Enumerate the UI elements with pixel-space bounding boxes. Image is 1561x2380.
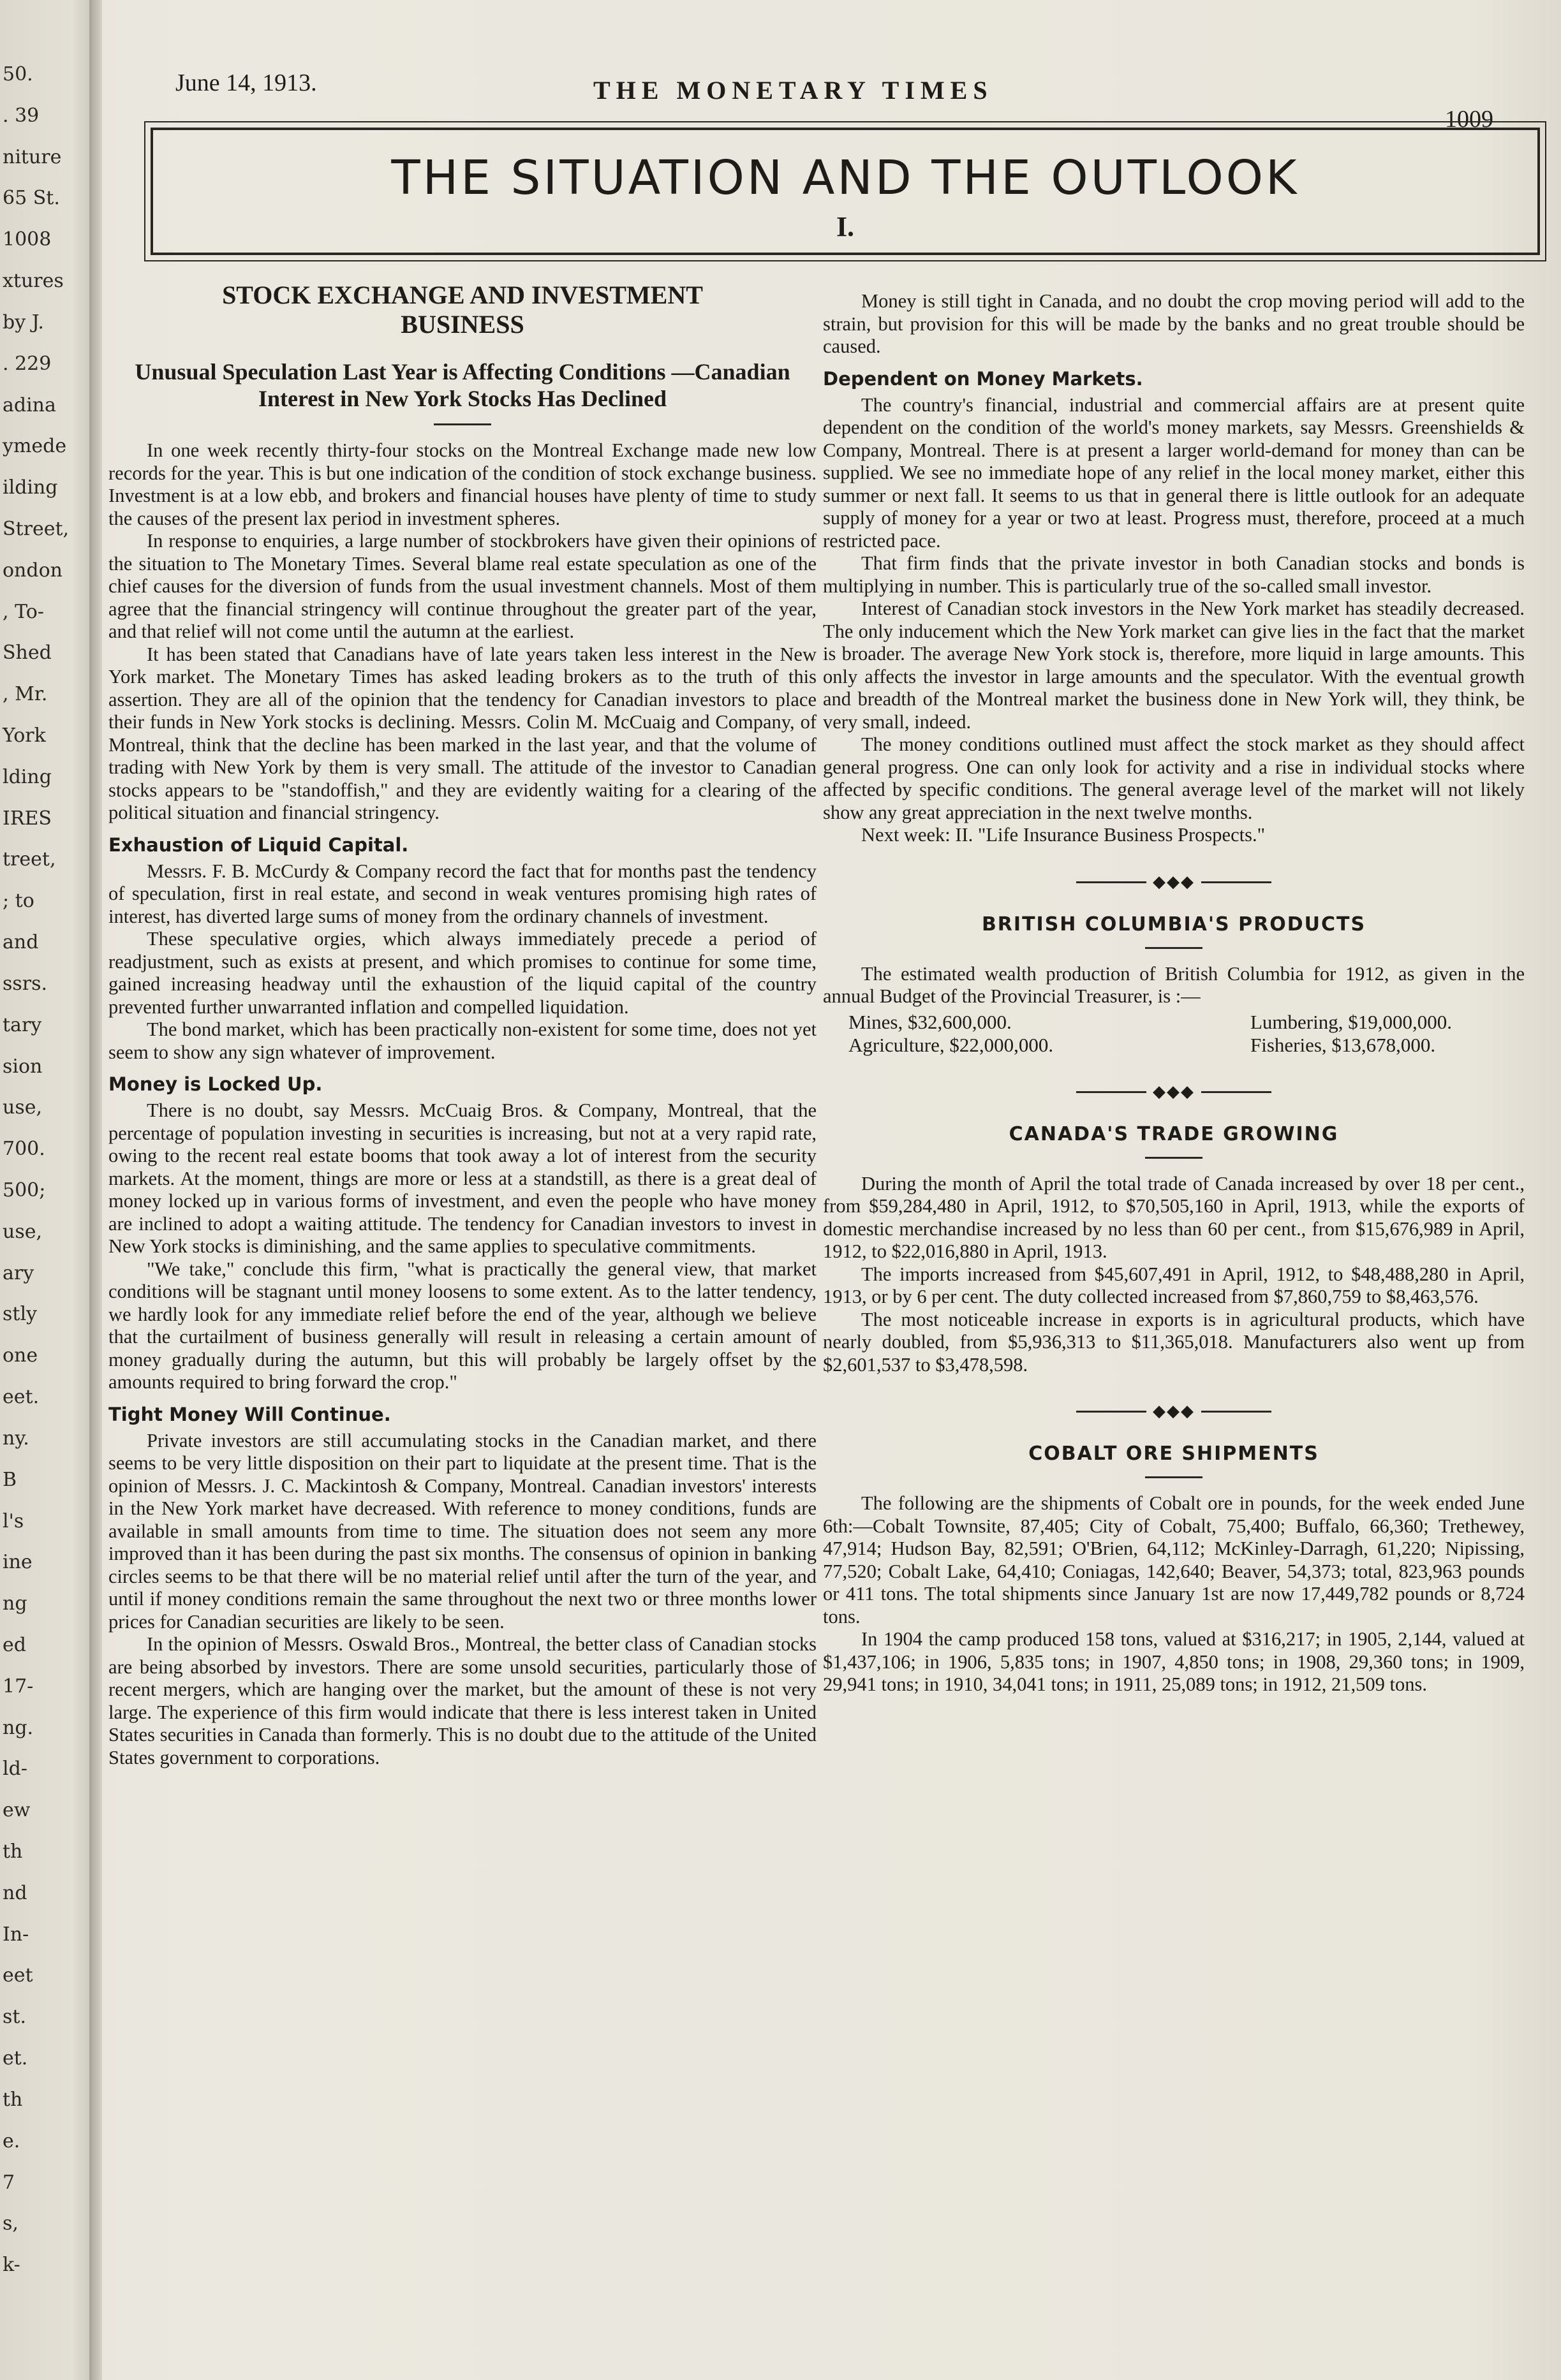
strip-text-fragment: 65 St. bbox=[3, 187, 60, 210]
stat-mines: Mines, $32,600,000. bbox=[848, 1010, 1012, 1033]
strip-text-fragment: ld- bbox=[3, 1758, 27, 1781]
paragraph: Interest of Canadian stock investors in the New York market has steadily decreased. The only inducement which the New York market can give lies in the fact that the market is broader. The average New York stock is, therefore, more liquid in large amounts. This only affects the investor in large amounts and the speculator. With the eventual growth and breadth of the Montreal market the business done in New York will, they think, be very small, indeed. bbox=[823, 598, 1525, 733]
page-title: THE SITUATION AND THE OUTLOOK bbox=[391, 151, 1299, 205]
paragraph: The bond market, which has been practically non-existent for some time, does not yet seem to show any sign whatever of improvement. bbox=[108, 1018, 817, 1063]
strip-text-fragment: nd bbox=[3, 1881, 27, 1904]
strip-text-fragment: th bbox=[3, 2088, 23, 2111]
paragraph: The imports increased from $45,607,491 in April, 1912, to $48,488,280 in April, 1913, or by 6 per cent. The duty collected increased from $7,860,759 to $8,463,576. bbox=[823, 1263, 1525, 1307]
paragraph: The most noticeable increase in exports is in agricultural products, which have nearly doubled, from $5,936,313 to $11,365,018. Manufacturers also went up from $2,601,537 to $3,478,598. bbox=[823, 1308, 1525, 1376]
paragraph: The following are the shipments of Cobalt ore in pounds, for the week ended June 6th:—Cobalt Townsite, 87,405; City of Cobalt, 75,400; Buffalo, 66,360; Trethewey, 47,914; Hudson Bay, 82,591; O'Brien, 64,112; McKinley-Darragh, 61,220; Nipissing, 77,520; Cobalt Lake, 64,410; Coniagas, 142,640; Beaver, 54,373; total, 823,963 pounds or 411 tons. The total shipments since January 1st are now 17,449,782 pounds or 8,724 tons. bbox=[823, 1492, 1525, 1627]
stat-agriculture: Agriculture, $22,000,000. bbox=[848, 1033, 1054, 1056]
strip-text-fragment: stly bbox=[3, 1303, 37, 1326]
paragraph: In 1904 the camp produced 158 tons, valued at $316,217; in 1905, 2,144, valued at $1,437,106; in 1906, 5,835 tons; in 1907, 4,850 tons; in 1908, 29,360 tons; in 1909, 29,941 tons; in 1910, 34,041 tons; in 1911, 25,089 tons; in 1912, 21,509 tons. bbox=[823, 1628, 1525, 1695]
strip-text-fragment: . 229 bbox=[3, 352, 52, 375]
strip-text-fragment: adina bbox=[3, 393, 56, 416]
stat-lumbering: Lumbering, $19,000,000. bbox=[1250, 1010, 1452, 1033]
strip-text-fragment: et. bbox=[3, 2047, 28, 2070]
strip-text-fragment: Street, bbox=[3, 517, 70, 540]
strip-text-fragment: one bbox=[3, 1344, 38, 1367]
paragraph: In one week recently thirty-four stocks on the Montreal Exchange made new low records for the year. This is but one indication of the condition of stock exchange business. Investment is at a low ebb, and brokers and financial houses have plenty of time to study the causes of the present lax period in investment spheres. bbox=[108, 439, 817, 529]
page-gutter bbox=[89, 0, 102, 2380]
section-heading: BRITISH COLUMBIA'S PRODUCTS bbox=[981, 913, 1366, 936]
paragraph: In response to enquiries, a large number of stockbrokers have given their opinions of the situation to The Monetary Times. Several blame real estate speculation as one of the chief causes for the diversion of funds from the usual investment channels. Most of them agree that the financial stringency will continue throughout the greater part of the year, and that relief will not come until the autumn at the earliest. bbox=[108, 530, 817, 642]
strip-text-fragment: by J. bbox=[3, 311, 44, 334]
strip-text-fragment: and bbox=[3, 931, 39, 954]
strip-text-fragment: 7 bbox=[3, 2171, 15, 2194]
strip-text-fragment: In- bbox=[3, 1923, 29, 1946]
strip-text-fragment: ng bbox=[3, 1592, 27, 1615]
strip-text-fragment: use, bbox=[3, 1220, 43, 1243]
paragraph: These speculative orgies, which always immediately precede a period of readjustment, such as exists at present, and which promises to continue for some time, gained increasing headway until the exhaustion of the liquid capital of the country prevented further unwarranted inflation and compelled liquidation. bbox=[108, 928, 817, 1018]
strip-text-fragment: s, bbox=[3, 2212, 18, 2235]
divider bbox=[1145, 1157, 1202, 1159]
strip-text-fragment: eet bbox=[3, 1964, 33, 1987]
strip-text-fragment: B bbox=[3, 1468, 17, 1491]
strip-text-fragment: tary bbox=[3, 1013, 42, 1036]
ornament-divider: ◆◆◆ bbox=[823, 1402, 1525, 1421]
strip-text-fragment: sion bbox=[3, 1055, 43, 1078]
paragraph: The estimated wealth production of British Columbia for 1912, as given in the annual Budget of the Provincial Treasurer, is :— bbox=[823, 962, 1525, 1007]
paragraph: Private investors are still accumulating stocks in the Canadian market, and there seems to be very little disposition on their part to liquidate at the present time. That is the opinion of Messrs. J. C. Mackintosh & Company, Montreal. Canadian investors' interests in the New York market have decreased. With reference to money conditions, funds are available in small amounts from time to time. The situation does not seem any more improved than it has been during the past six months. The consensus of opinion in banking circles seems to be that there will be no material relief until after the turn of the year, and until if money conditions remain the same throughout the next two or three months lower prices for Canadian securities are likely to be seen. bbox=[108, 1429, 817, 1633]
stat-fisheries: Fisheries, $13,678,000. bbox=[1250, 1033, 1436, 1056]
strip-text-fragment: 1008 bbox=[3, 228, 52, 251]
strip-text-fragment: , To- bbox=[3, 600, 44, 623]
paragraph: In the opinion of Messrs. Oswald Bros., Montreal, the better class of Canadian stocks are being absorbed by investors. There are some unsold securities, particularly those of recent mergers, which are hanging over the market, but the amount of these is not very large. The experience of this firm would indicate that there is less interest taken in United States securities in Canada than formerly. This is no doubt due to the attitude of the United States government to corporations. bbox=[108, 1633, 817, 1768]
strip-text-fragment: l's bbox=[3, 1510, 24, 1532]
issue-date: June 14, 1913. bbox=[175, 70, 317, 96]
divider bbox=[1145, 947, 1202, 949]
strip-text-fragment: ine bbox=[3, 1551, 33, 1574]
strip-text-fragment: treet, bbox=[3, 848, 56, 871]
right-column bbox=[823, 290, 1525, 1696]
page-number: 1009 bbox=[1445, 106, 1493, 133]
section-heading: CANADA'S TRADE GROWING bbox=[1009, 1122, 1339, 1145]
strip-text-fragment: e. bbox=[3, 2129, 20, 2152]
subheading: Money is Locked Up. bbox=[108, 1073, 323, 1095]
article-deck: Unusual Speculation Last Year is Affecting Conditions —Canadian Interest in New York Stocks Has Declined bbox=[135, 359, 790, 411]
strip-text-fragment: eet. bbox=[3, 1386, 40, 1409]
ornament-divider: ◆◆◆ bbox=[823, 1082, 1525, 1101]
strip-text-fragment: ymede bbox=[3, 435, 67, 458]
strip-text-fragment: ed bbox=[3, 1633, 26, 1656]
strip-text-fragment: 50. bbox=[3, 63, 33, 85]
paragraph: During the month of April the total trade of Canada increased by over 18 per cent., from $59,284,480 in April, 1912, to $70,505,160 in April, 1913, while the exports of domestic merchandise increased by no less than 60 per cent., from $15,676,989 in April, 1912, to $22,016,880 in April, 1913. bbox=[823, 1172, 1525, 1262]
strip-text-fragment: ny. bbox=[3, 1427, 29, 1450]
strip-text-fragment: ondon bbox=[3, 559, 63, 582]
paragraph: The country's financial, industrial and commercial affairs are at present quite dependent on the condition of the world's money markets, say Messrs. Greenshields & Company, Montreal. There is at present a larger world-demand for money than can be supplied. We see no immediate hope of any relief in the local money market, either this summer or next fall. It seems to us that in general there is little outlook for an adequate supply of money for a year or two at least. Progress must, therefore, proceed at a much restricted pace. bbox=[823, 393, 1525, 552]
strip-text-fragment: k- bbox=[3, 2254, 20, 2277]
paragraph: The money conditions outlined must affect the stock market as they should affect general progress. One can only look for activity and a rise in individual stocks where affected by specific conditions. The general average level of the market will not likely show any great appreciation in the next twelve months. bbox=[823, 733, 1525, 823]
next-week-note: Next week: II. "Life Insurance Business Prospects." bbox=[861, 824, 1266, 846]
divider bbox=[1145, 1476, 1202, 1478]
strip-text-fragment: . 39 bbox=[3, 104, 40, 127]
subheading: Exhaustion of Liquid Capital. bbox=[108, 834, 409, 856]
strip-text-fragment: IRES bbox=[3, 807, 52, 830]
paragraph: Messrs. F. B. McCurdy & Company record the fact that for months past the tendency of speculation, first in real estate, and second in weak ventures promising high rates of interest, has diverted large sums of money from the ordinary channels of investment. bbox=[108, 860, 817, 927]
strip-text-fragment: xtures bbox=[3, 270, 64, 293]
strip-text-fragment: ilding bbox=[3, 476, 58, 499]
strip-text-fragment: 17- bbox=[3, 1675, 34, 1698]
strip-text-fragment: ssrs. bbox=[3, 972, 48, 995]
adjacent-page-strip bbox=[0, 0, 91, 2380]
strip-text-fragment: 700. bbox=[3, 1138, 45, 1161]
strip-text-fragment: th bbox=[3, 1840, 23, 1863]
divider bbox=[434, 423, 491, 425]
left-column bbox=[108, 281, 817, 1769]
paragraph: That firm finds that the private investor in both Canadian stocks and bonds is multiplying in number. This is particularly true of the so-called small investor. bbox=[823, 552, 1525, 597]
strip-text-fragment: use, bbox=[3, 1096, 43, 1119]
subheading: Dependent on Money Markets. bbox=[823, 367, 1143, 390]
ornament-divider: ◆◆◆ bbox=[823, 872, 1525, 892]
publication-name: THE MONETARY TIMES bbox=[593, 76, 993, 105]
strip-text-fragment: ng. bbox=[3, 1716, 34, 1739]
strip-text-fragment: niture bbox=[3, 145, 62, 168]
title-box bbox=[151, 128, 1540, 255]
section-heading: COBALT ORE SHIPMENTS bbox=[1028, 1443, 1319, 1465]
paragraph: It has been stated that Canadians have of late years taken less interest in the New York market. The Monetary Times has asked leading brokers as to the truth of this assertion. They are all of the opinion that the tendency for Canadian investors to place their funds in New York stocks is declining. Messrs. Colin M. McCuaig and Company, of Montreal, think that the decline has been marked in the last year, and that the volume of trading with New York by them is very small. The attitude of the investor to Canadian stocks appears to be "standoffish," and they are evidently waiting for a clearing of the political situation and financial stringency. bbox=[108, 643, 817, 823]
strip-text-fragment: ary bbox=[3, 1261, 34, 1284]
paragraph: "We take," conclude this firm, "what is practically the general view, that market conditions will be stagnant until money loosens to some extent. As to the latter tendency, we hardly look for any immediate relief before the end of the year, although we believe that the curtailment of business generally will result in releasing a certain amount of money gradually during the autumn, but this will probably be largely offset by the amounts required to bring forward the crop." bbox=[108, 1258, 817, 1393]
strip-text-fragment: Shed bbox=[3, 642, 52, 665]
subheading: Tight Money Will Continue. bbox=[108, 1403, 391, 1425]
paragraph: There is no doubt, say Messrs. McCuaig Bros. & Company, Montreal, that the percentage of population investing in securities is increasing, but not at a very rapid rate, owing to the recent real estate booms that took away a lot of interest from the security markets. At the moment, things are more or less at a standstill, as there is a great deal of money locked up in various forms of investment, and even the people who have money are inclined to adopt a waiting attitude. The tendency for Canadian investors to invest in New York stocks is diminishing, and the same applies to speculative commitments. bbox=[108, 1099, 817, 1257]
strip-text-fragment: 500; bbox=[3, 1179, 46, 1201]
strip-text-fragment: York bbox=[3, 724, 46, 747]
strip-text-fragment: lding bbox=[3, 765, 52, 788]
paragraph: Money is still tight in Canada, and no doubt the crop moving period will add to the strain, but provision for this will be made by the banks and no great trouble should be caused. bbox=[823, 290, 1525, 357]
production-stats bbox=[848, 1011, 1525, 1057]
strip-text-fragment: ew bbox=[3, 1799, 31, 1822]
strip-text-fragment: , Mr. bbox=[3, 683, 48, 706]
strip-text-fragment: st. bbox=[3, 2006, 26, 2029]
strip-text-fragment: ; to bbox=[3, 890, 34, 913]
part-number: I. bbox=[836, 211, 855, 242]
article-heading: STOCK EXCHANGE AND INVESTMENT BUSINESS bbox=[222, 281, 703, 339]
